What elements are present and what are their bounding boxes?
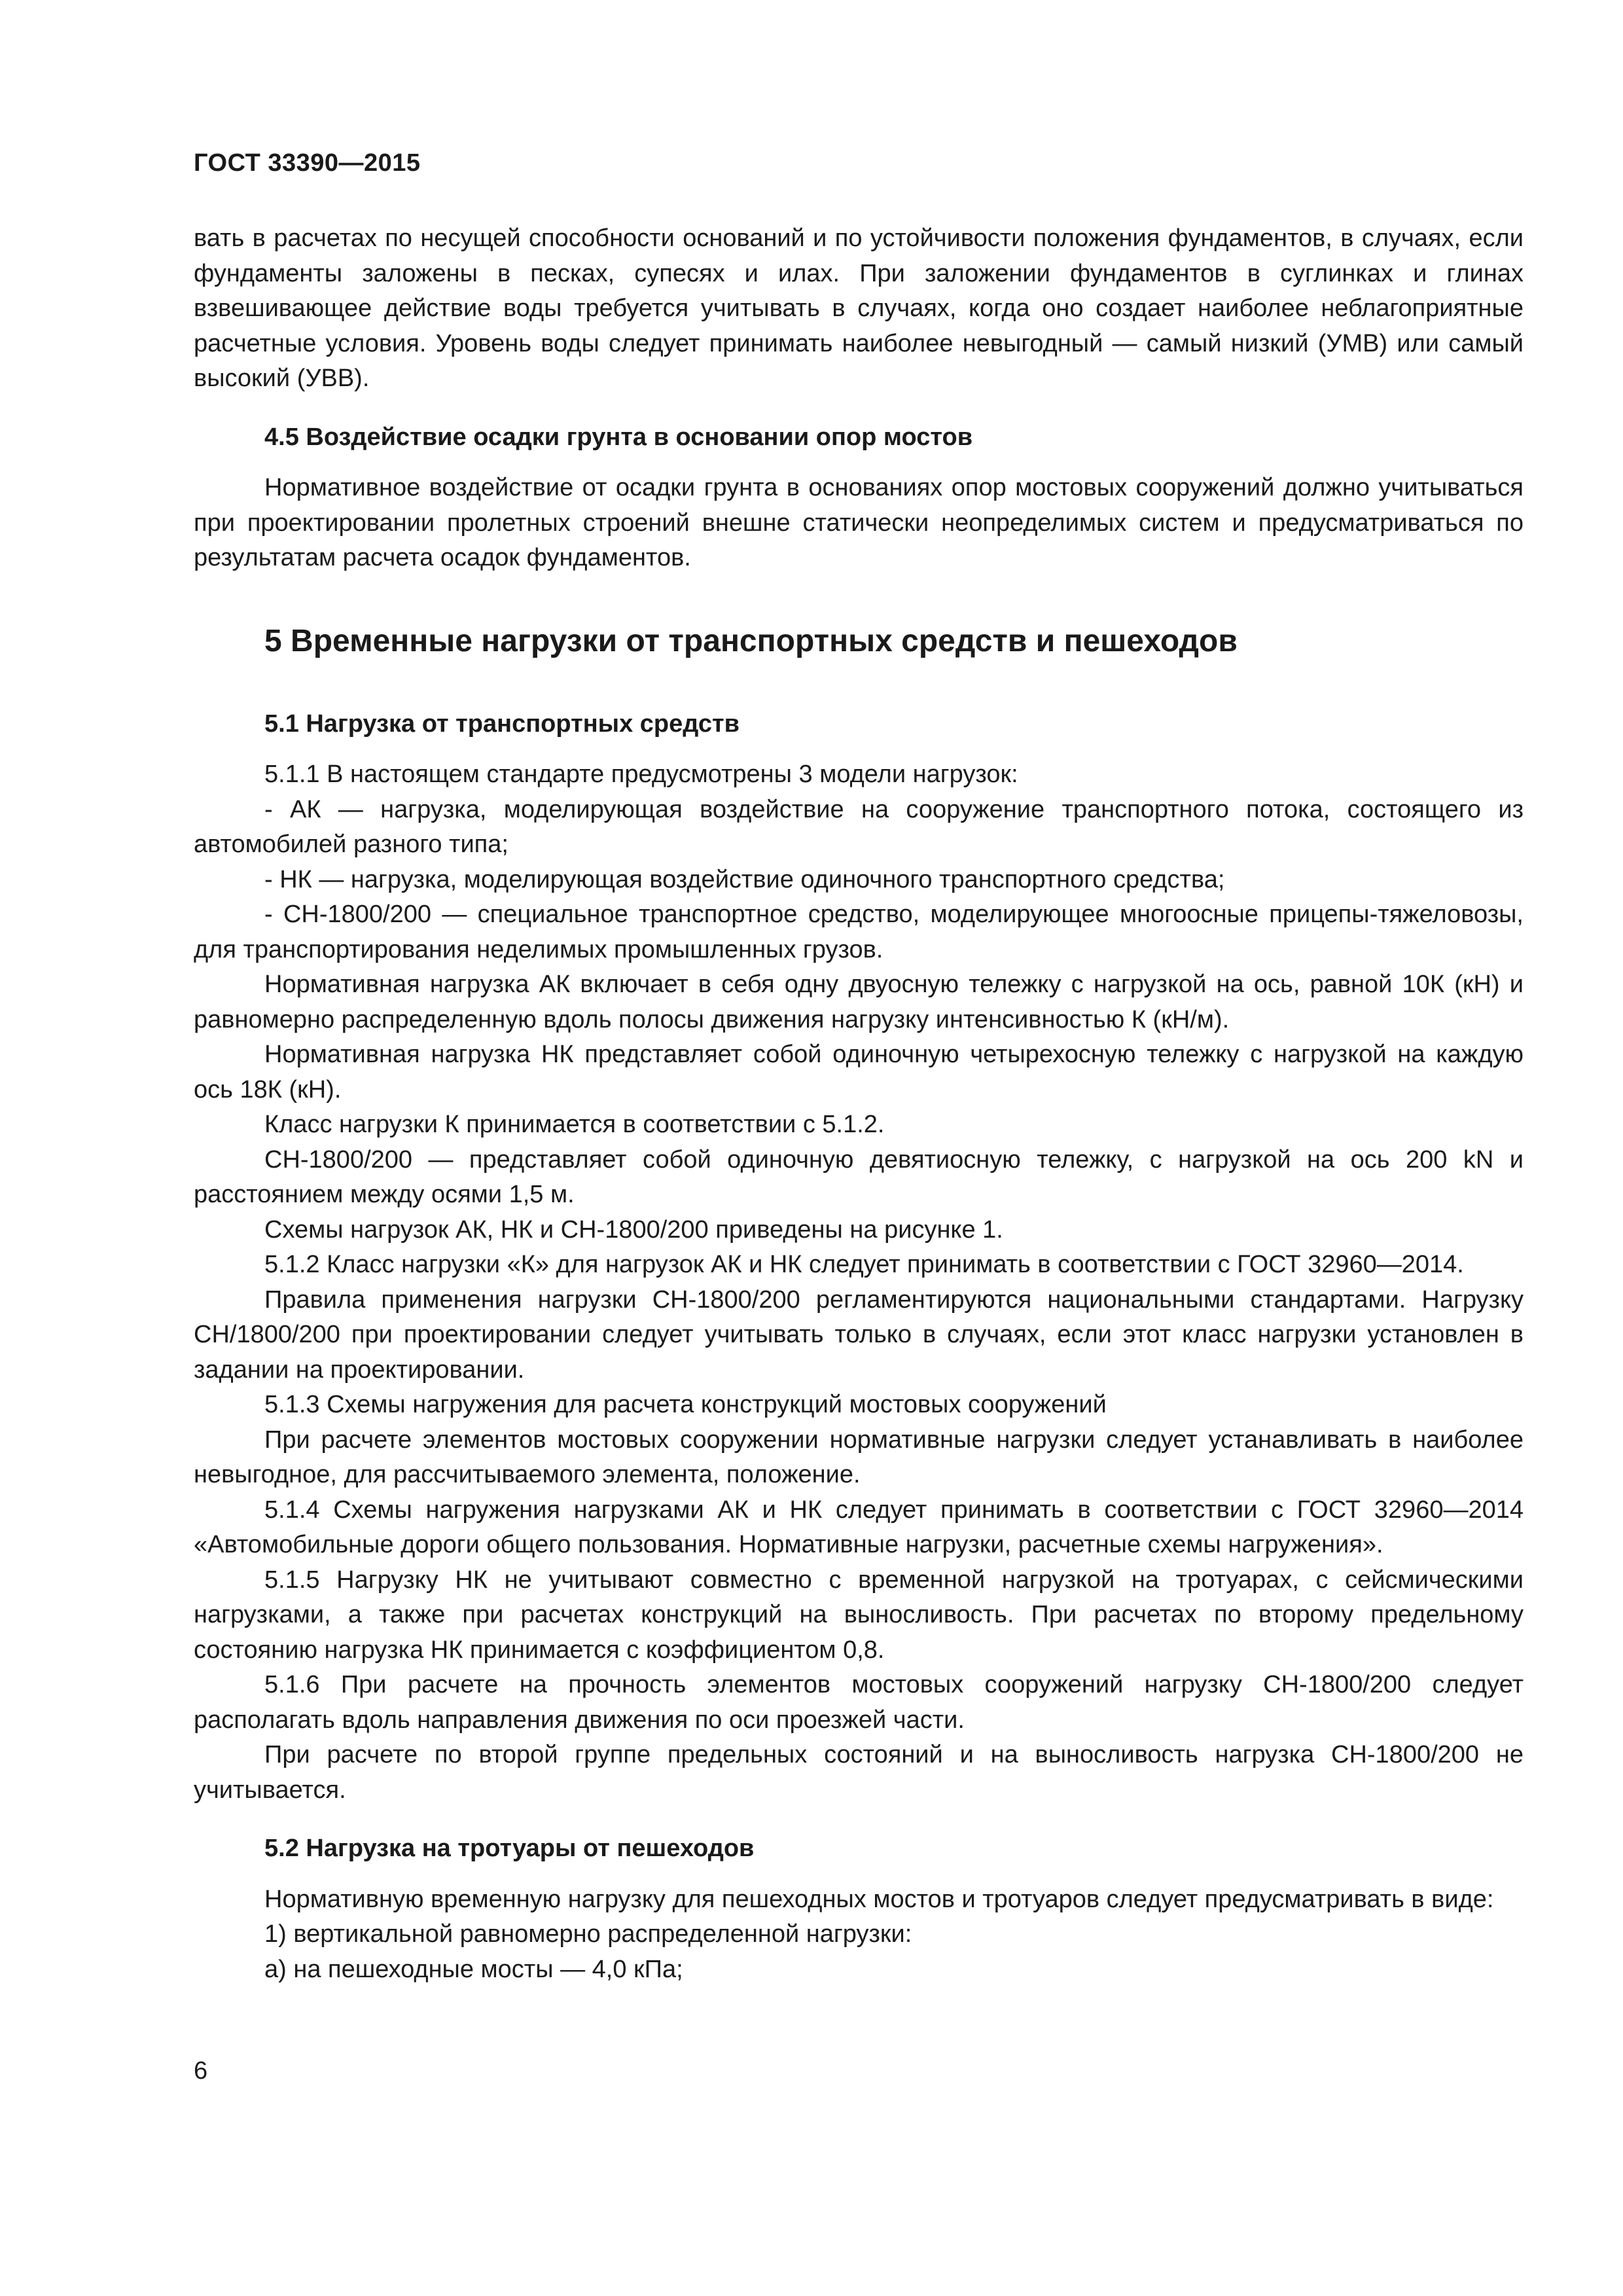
paragraph: 5.1.5 Нагрузку НК не учитывают совместно с временной нагрузкой на тротуарах, с сейсмическими нагрузками, а также при расчетах конструкций на выносливость. При расчетах по второму предельному состоянию нагрузка НК принимается с коэффициентом 0,8.: [194, 1566, 1524, 1664]
paragraph: Схемы нагрузок АК, НК и СН-1800/200 приведены на рисунке 1.: [264, 1215, 1003, 1244]
paragraph: вать в расчетах по несущей способности оснований и по устойчивости положения фундаментов, в случаях, если фундаменты заложены в песках, супесях и илах. При заложении фундаментов в суглинках и глинах взвешивающее действие воды требуется учитывать в случаях, когда оно создает наиболее неблагоприятные расчетные условия. Уровень воды следует принимать наиболее невыгодный — самый низкий (УМВ) или самый высокий (УВВ).: [194, 224, 1524, 392]
list-item: - АК — нагрузка, моделирующая воздействие на сооружение транспортного потока, состоящего из автомобилей разного типа;: [194, 795, 1524, 858]
paragraph: 5.1.4 Схемы нагружения нагрузками АК и НК следует принимать в соответствии с ГОСТ 32960—2014 «Автомобильные дороги общего пользования. Нормативные нагрузки, расчетные схемы нагружения».: [194, 1496, 1524, 1558]
chapter-heading: 5 Временные нагрузки от транспортных средств и пешеходов: [264, 623, 1238, 658]
page-number: 6: [194, 2057, 208, 2085]
section-heading: 5.2 Нагрузка на тротуары от пешеходов: [264, 1835, 755, 1862]
document-body: [194, 221, 1524, 1987]
paragraph: 5.1.2 Класс нагрузки «К» для нагрузок АК и НК следует принимать в соответствии с ГОСТ 32960—2014.: [264, 1251, 1464, 1278]
paragraph: Нормативная нагрузка АК включает в себя одну двуосную тележку с нагрузкой на ось, равной 10К (кН) и равномерно распределенную вдоль полосы движения нагрузку интенсивностью К (кН/м).: [194, 971, 1524, 1033]
paragraph: 5.1.1 В настоящем стандарте предусмотрены 3 модели нагрузок:: [264, 761, 1018, 788]
paragraph: При расчете по второй группе предельных состояний и на выносливость нагрузка СН-1800/200 не учитывается.: [194, 1741, 1524, 1804]
paragraph: 5.1.6 При расчете на прочность элементов мостовых сооружений нагрузку СН-1800/200 следует располагать вдоль направления движения по оси проезжей части.: [194, 1671, 1524, 1734]
paragraph: Нормативную временную нагрузку для пешеходных мостов и тротуаров следует предусматривать в виде:: [264, 1885, 1494, 1913]
paragraph: Нормативная нагрузка НК представляет собой одиночную четырехосную тележку с нагрузкой на каждую ось 18К (кН).: [194, 1041, 1524, 1103]
document-header: ГОСТ 33390—2015: [194, 149, 421, 177]
section-heading: 5.1 Нагрузка от транспортных средств: [264, 709, 740, 738]
paragraph: Класс нагрузки К принимается в соответствии с 5.1.2.: [264, 1111, 885, 1138]
list-item: 1) вертикальной равномерно распределенной нагрузки:: [264, 1920, 912, 1948]
paragraph: Нормативное воздействие от осадки грунта в основаниях опор мостовых сооружений должно учитываться при проектировании пролетных строений внешне статически неопределимых систем и предусматриваться по результатам расчета осадок фундаментов.: [194, 474, 1524, 571]
list-item: - СН-1800/200 — специальное транспортное средство, моделирующее многоосные прицепы-тяжеловозы, для транспортирования неделимых промышленных грузов.: [194, 901, 1524, 963]
paragraph: Правила применения нагрузки СН-1800/200 регламентируются национальными стандартами. Нагрузку СН/1800/200 при проектировании следует учитывать только в случаях, если этот класс нагрузки установлен в задании на проектировании.: [194, 1285, 1524, 1384]
paragraph: СН-1800/200 — представляет собой одиночную девятиосную тележку, с нагрузкой на ось 200 kN и расстоянием между осями 1,5 м.: [194, 1145, 1524, 1208]
paragraph: При расчете элементов мостовых сооружении нормативные нагрузки следует устанавливать в наиболее невыгодное, для рассчитываемого элемента, положение.: [194, 1426, 1524, 1488]
list-item: а) на пешеходные мосты — 4,0 кПа;: [264, 1955, 683, 1983]
paragraph: 5.1.3 Схемы нагружения для расчета конструкций мостовых сооружений: [264, 1391, 1107, 1418]
section-heading: 4.5 Воздействие осадки грунта в основании опор мостов: [264, 423, 973, 451]
list-item: - НК — нагрузка, моделирующая воздействие одиночного транспортного средства;: [264, 865, 1225, 893]
